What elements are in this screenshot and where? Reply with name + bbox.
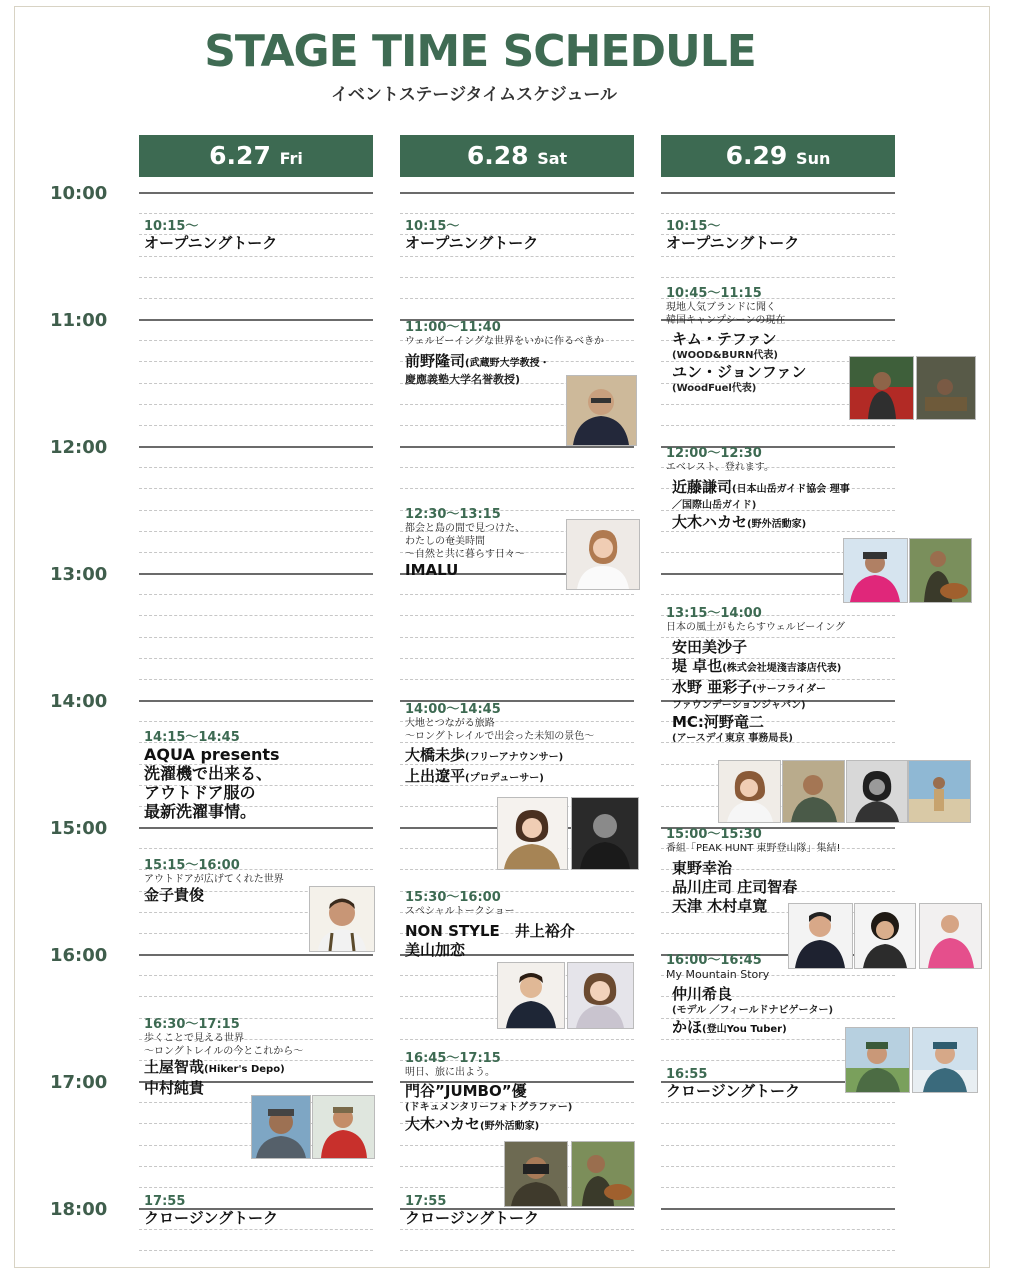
event-time: 16:00〜16:45: [666, 953, 762, 968]
minor-rule: [661, 277, 895, 278]
event-time: 10:15〜: [405, 219, 460, 234]
hour-label: 15:00: [50, 818, 108, 839]
speaker-name: [672, 657, 845, 678]
speaker-name: [672, 678, 845, 699]
minor-rule: [661, 1250, 895, 1251]
speaker-role: (日本山岳ガイド協会 理事: [732, 484, 850, 495]
speaker-name: [672, 1018, 833, 1039]
speaker-name-text: 近藤謙司: [672, 478, 733, 496]
event-sun-mountain-story: [666, 953, 833, 1039]
hour-label: 16:00: [50, 945, 108, 966]
minor-rule: [139, 467, 373, 468]
speaker-name: 東野幸治: [672, 859, 733, 877]
event-sun-wellbeing: [666, 606, 845, 746]
speaker-name-text: 水野 亜彩子: [672, 678, 753, 696]
speaker-role: ／国際山岳ガイド): [672, 500, 757, 511]
speaker-role: (野外活動家): [747, 519, 807, 530]
hour-rule: [139, 827, 373, 829]
event-time: 12:00〜12:30: [666, 446, 762, 461]
day-header-sun: [661, 135, 895, 177]
speaker-photo: [251, 1095, 311, 1159]
event-sat-opening: [405, 219, 538, 253]
event-subtitle: 〜ロングトレイルの今とこれから〜: [144, 1046, 304, 1057]
event-time: 12:30〜13:15: [405, 507, 501, 522]
minor-rule: [139, 975, 373, 976]
event-time: 10:15〜: [666, 219, 721, 234]
event-subtitle: アウトドアが広げてくれた世界: [144, 874, 284, 885]
page-title: STAGE TIME SCHEDULE: [204, 26, 756, 77]
event-title-line: アウトドア服の: [144, 783, 256, 802]
speaker-role: (株式会社堤淺吉漆店代表): [722, 663, 842, 674]
event-subtitle: わたしの奄美時間: [405, 536, 485, 547]
minor-rule: [139, 996, 373, 997]
speaker-photo: [909, 538, 972, 603]
speaker-role: (Hiker's Depo): [204, 1064, 285, 1075]
speaker-name: 金子貴俊: [144, 886, 205, 904]
minor-rule: [139, 1229, 373, 1230]
speaker-photo: [312, 1095, 375, 1159]
event-sun-korea: [666, 286, 806, 396]
speaker-photo: [309, 886, 375, 952]
minor-rule: [661, 1123, 895, 1124]
event-time: 17:55: [144, 1194, 186, 1209]
event-subtitle: 日本の風土がもたらすウェルビーイング: [666, 622, 845, 633]
event-time: 15:30〜16:00: [405, 890, 501, 905]
minor-rule: [400, 213, 634, 214]
hour-rule: [139, 446, 373, 448]
event-subtitle: 〜自然と共に暮らす日々〜: [405, 549, 525, 560]
event-fri-opening: [144, 219, 277, 253]
speaker-name-text: 土屋智哉: [144, 1058, 205, 1076]
event-sun-closing: [666, 1067, 800, 1101]
speaker-name-text: 堤 卓也: [672, 657, 723, 675]
event-title-line: AQUA presents: [144, 745, 280, 764]
event-subtitle: 韓国キャンプシーンの現在: [666, 315, 786, 326]
speaker-name-text: 大木ハカセ: [672, 513, 748, 531]
minor-rule: [661, 213, 895, 214]
speaker-role: (登山You Tuber): [702, 1024, 787, 1035]
event-fri-longtrail: [144, 1017, 303, 1098]
event-title-line: 最新洗濯事情。: [144, 802, 257, 821]
event-sun-opening: [666, 219, 799, 253]
day-date: 6.27: [209, 141, 271, 170]
event-subtitle: ウェルビーイングな世界をいかに作るべきか: [405, 336, 604, 347]
event-time: 14:15〜14:45: [144, 730, 240, 745]
speaker-name: [405, 352, 604, 373]
speaker-photo: [497, 797, 568, 870]
speaker-photo: [718, 760, 781, 823]
speaker-photo: [566, 375, 637, 446]
minor-rule: [139, 679, 373, 680]
speaker-photo: [571, 1141, 635, 1207]
minor-rule: [139, 637, 373, 638]
event-subtitle: 歩くことで見える世界: [144, 1033, 244, 1044]
minor-rule: [139, 658, 373, 659]
day-date: 6.29: [725, 141, 788, 170]
speaker-photo: [849, 356, 914, 420]
speaker-role: (アースデイ東京 事務局長): [672, 733, 793, 744]
speaker-name: [405, 767, 594, 788]
minor-rule: [139, 1250, 373, 1251]
speaker-name-text: 大木ハカセ: [405, 1115, 481, 1133]
hour-rule: [400, 192, 634, 194]
speaker-photo: [843, 538, 908, 603]
event-time: 11:00〜11:40: [405, 320, 501, 335]
minor-rule: [400, 277, 634, 278]
event-title: オープニングトーク: [405, 234, 539, 252]
speaker-name-text: 前野隆司: [405, 352, 466, 370]
hour-rule: [139, 319, 373, 321]
minor-rule: [661, 425, 895, 426]
minor-rule: [139, 298, 373, 299]
speaker-name-text: 上出遼平: [405, 767, 466, 785]
speaker-name: 仲川希良: [672, 985, 733, 1003]
event-time: 16:30〜17:15: [144, 1017, 240, 1032]
minor-rule: [139, 1166, 373, 1167]
minor-rule: [139, 404, 373, 405]
event-subtitle: My Mountain Story: [666, 968, 770, 981]
day-date: 6.28: [466, 141, 529, 170]
day-header-sat: [400, 135, 634, 177]
hour-label: 18:00: [50, 1199, 108, 1220]
speaker-name: IMALU: [405, 561, 459, 579]
minor-rule: [139, 552, 373, 553]
hour-label: 14:00: [50, 691, 108, 712]
speaker-role: (WoodFuel代表): [672, 383, 757, 394]
speaker-name: 天津 木村卓寛: [672, 897, 768, 915]
minor-rule: [139, 594, 373, 595]
minor-rule: [400, 1229, 634, 1230]
speaker-photo: [571, 797, 639, 870]
day-header-fri: [139, 135, 373, 177]
minor-rule: [661, 1145, 895, 1146]
speaker-photo: [912, 1027, 978, 1093]
speaker-name: キム・テファン: [672, 330, 777, 348]
event-time: 16:45〜17:15: [405, 1051, 501, 1066]
event-subtitle: 番組「PEAK HUNT 東野登山隊」集結!: [666, 843, 841, 854]
speaker-photo: [919, 903, 982, 969]
hour-rule: [139, 192, 373, 194]
minor-rule: [139, 1187, 373, 1188]
speaker-name: 中村純貴: [144, 1079, 205, 1097]
event-title: オープニングトーク: [144, 234, 278, 252]
speaker-role: 慶應義塾大学名誉教授): [405, 373, 521, 386]
hour-rule: [139, 700, 373, 702]
event-subtitle: 都会と島の間で見つけた、: [405, 523, 525, 534]
speaker-role: (野外活動家): [480, 1121, 540, 1132]
speaker-photo: [782, 760, 845, 823]
event-time: 15:15〜16:00: [144, 858, 240, 873]
minor-rule: [139, 531, 373, 532]
speaker-name: ユン・ジョンファン: [672, 363, 807, 381]
event-time: 14:00〜14:45: [405, 702, 501, 717]
event-sat-ohashi: [405, 702, 594, 788]
speaker-photo: [567, 962, 634, 1029]
minor-rule: [400, 256, 634, 257]
minor-rule: [139, 615, 373, 616]
speaker-role: (モデル ／フィールドナビゲーター): [672, 1005, 834, 1016]
speaker-name: NON STYLE 井上裕介: [405, 922, 575, 940]
event-sat-imalu: [405, 507, 525, 580]
hour-rule: [661, 1208, 895, 1210]
minor-rule: [400, 679, 634, 680]
hour-label: 12:00: [50, 437, 108, 458]
minor-rule: [139, 425, 373, 426]
minor-rule: [400, 467, 634, 468]
speaker-photo: [908, 760, 971, 823]
speaker-name-text: 大橋未歩: [405, 746, 466, 764]
hour-rule: [139, 573, 373, 575]
hour-label: 13:00: [50, 564, 108, 585]
minor-rule: [400, 637, 634, 638]
event-subtitle: エベレスト、登れます。: [666, 462, 774, 473]
minor-rule: [661, 256, 895, 257]
minor-rule: [139, 361, 373, 362]
day-weekday: Sun: [796, 149, 831, 168]
event-fri-closing: [144, 1194, 278, 1228]
minor-rule: [139, 383, 373, 384]
event-title: オープニングトーク: [666, 234, 800, 252]
minor-rule: [661, 1102, 895, 1103]
page-subtitle: イベントステージタイムスケジュール: [330, 85, 618, 105]
minor-rule: [139, 510, 373, 511]
speaker-photo: [845, 1027, 910, 1093]
event-fri-aqua: [144, 730, 280, 821]
hour-label: 11:00: [50, 310, 108, 331]
day-weekday: Fri: [279, 149, 303, 168]
speaker-photo: [497, 962, 565, 1029]
event-title: クロージングトーク: [666, 1082, 801, 1100]
speaker-name: [405, 1115, 572, 1136]
event-subtitle: スペシャルトークショー: [405, 906, 515, 917]
speaker-name: 美山加恋: [405, 941, 466, 959]
speaker-photo: [854, 903, 916, 969]
event-subtitle: 〜ロングトレイルで出会った未知の景色〜: [405, 731, 595, 742]
hour-rule: [400, 446, 634, 448]
speaker-role: (WOOD&BURN代表): [672, 350, 779, 361]
speaker-name: 品川庄司 庄司智春: [672, 878, 798, 896]
minor-rule: [400, 615, 634, 616]
event-time: 15:00〜15:30: [666, 827, 762, 842]
minor-rule: [400, 488, 634, 489]
event-time: 16:55: [666, 1067, 708, 1082]
speaker-role: (武蔵野大学教授・: [465, 358, 550, 369]
minor-rule: [661, 1229, 895, 1230]
hour-label: 17:00: [50, 1072, 108, 1093]
speaker-photo: [566, 519, 640, 590]
event-sun-everest: [666, 446, 850, 534]
hour-rule: [661, 192, 895, 194]
event-sat-nonstyle: [405, 890, 575, 960]
speaker-name-text: かほ: [672, 1018, 703, 1036]
speaker-role: ファウンデーションジャパン): [672, 700, 806, 711]
minor-rule: [400, 1250, 634, 1251]
event-sat-closing: [405, 1194, 539, 1228]
speaker-role: (ドキュメンタリーフォトグラファー): [405, 1102, 573, 1113]
minor-rule: [139, 213, 373, 214]
speaker-role: (プロデューサー): [465, 773, 544, 784]
speaker-name: 安田美沙子: [672, 638, 748, 656]
event-time: 10:15〜: [144, 219, 199, 234]
minor-rule: [661, 1166, 895, 1167]
minor-rule: [139, 277, 373, 278]
minor-rule: [400, 594, 634, 595]
minor-rule: [400, 1039, 634, 1040]
event-sat-jumbo: [405, 1051, 572, 1136]
speaker-name: [672, 513, 850, 534]
speaker-name: 門谷”JUMBO”優: [405, 1082, 527, 1100]
minor-rule: [139, 340, 373, 341]
speaker-name: [672, 478, 850, 499]
event-time: 17:55: [405, 1194, 447, 1209]
event-time: 10:45〜11:15: [666, 286, 762, 301]
speaker-role: (フリーアナウンサー): [465, 752, 564, 763]
event-title-line: 洗濯機で出来る、: [144, 764, 273, 783]
minor-rule: [139, 256, 373, 257]
minor-rule: [139, 488, 373, 489]
event-title: クロージングトーク: [405, 1209, 540, 1227]
hour-rule: [139, 954, 373, 956]
speaker-photo: [916, 356, 976, 420]
event-subtitle: 明日、旅に出よう。: [405, 1067, 495, 1078]
speaker-photo: [846, 760, 908, 823]
speaker-name: [144, 1058, 303, 1079]
speaker-name: [405, 746, 594, 767]
event-subtitle: 現地人気ブランドに聞く: [666, 302, 776, 313]
minor-rule: [139, 848, 373, 849]
event-subtitle: 大地とつながる旅路: [405, 718, 495, 729]
hour-label: 10:00: [50, 183, 108, 204]
minor-rule: [400, 298, 634, 299]
minor-rule: [661, 1187, 895, 1188]
event-fri-kaneko: [144, 858, 284, 905]
event-title: クロージングトーク: [144, 1209, 279, 1227]
event-time: 13:15〜14:00: [666, 606, 762, 621]
speaker-role: (サーフライダー: [752, 684, 827, 695]
speaker-name: MC:河野竜二: [672, 713, 764, 731]
day-weekday: Sat: [537, 149, 568, 168]
minor-rule: [400, 658, 634, 659]
minor-rule: [139, 721, 373, 722]
